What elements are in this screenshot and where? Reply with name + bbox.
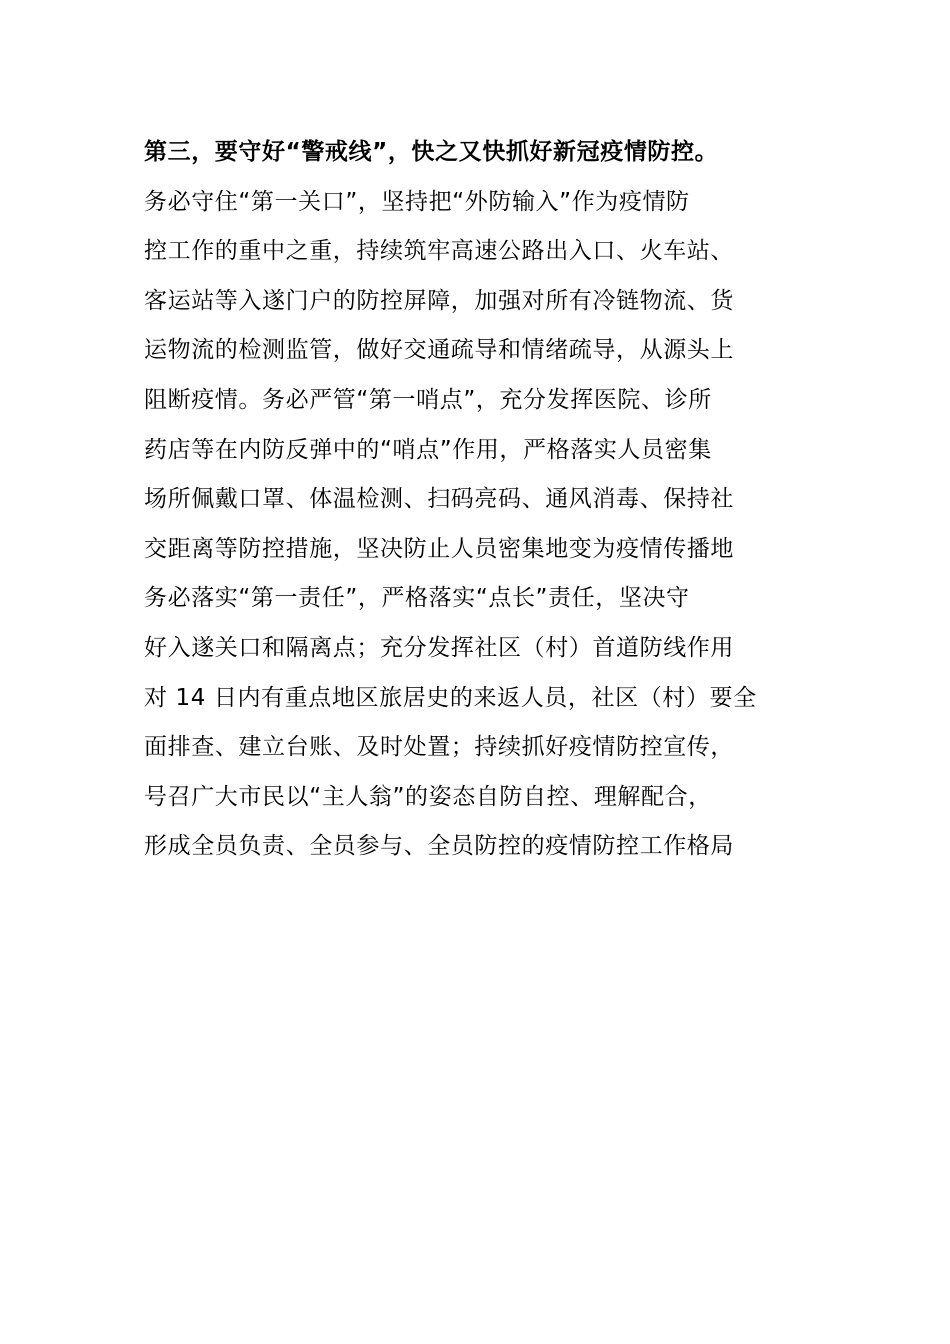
text-line: 阻断疫情。务必严管“第一哨点”，充分发挥医院、诊所: [144, 386, 712, 413]
text-line: 形成全员负责、全员参与、全员防控的疫情防控工作格局: [144, 833, 734, 860]
text-line: 面排查、建立台账、及时处置；持续抓好疫情防控宣传，: [144, 734, 734, 761]
text-line: 务必落实“第一责任”，严格落实“点长”责任，坚决守: [144, 585, 690, 612]
text-line: 运物流的检测监管，做好交通疏导和情绪疏导，从源头上: [144, 337, 734, 364]
text-line: 控工作的重中之重，持续筑牢高速公路出入口、火车站、: [144, 238, 734, 265]
text-line: 客运站等入遂门户的防控屏障，加强对所有冷链物流、货: [144, 287, 734, 314]
text-line: 号召广大市民以“主人翁”的姿态自防自控、理解配合，: [144, 783, 712, 810]
text-line: 好入遂关口和隔离点；充分发挥社区（村）首道防线作用: [144, 634, 734, 661]
text-line: 场所佩戴口罩、体温检测、扫码亮码、通风消毒、保持社: [144, 486, 734, 513]
section-heading: 第三，要守好“警戒线”，快之又快抓好新冠疫情防控。: [144, 139, 719, 165]
body-paragraph: [144, 128, 814, 872]
text-line: 交距离等防控措施，坚决防止人员密集地变为疫情传播地: [144, 535, 734, 562]
text-line: 对 14 日内有重点地区旅居史的来返人员，社区（村）要全: [144, 684, 757, 711]
text-line: 务必守住“第一关口”，坚持把“外防输入”作为疫情防: [144, 188, 690, 215]
text-line: 药店等在内防反弹中的“哨点”作用，严格落实人员密集: [144, 436, 712, 463]
